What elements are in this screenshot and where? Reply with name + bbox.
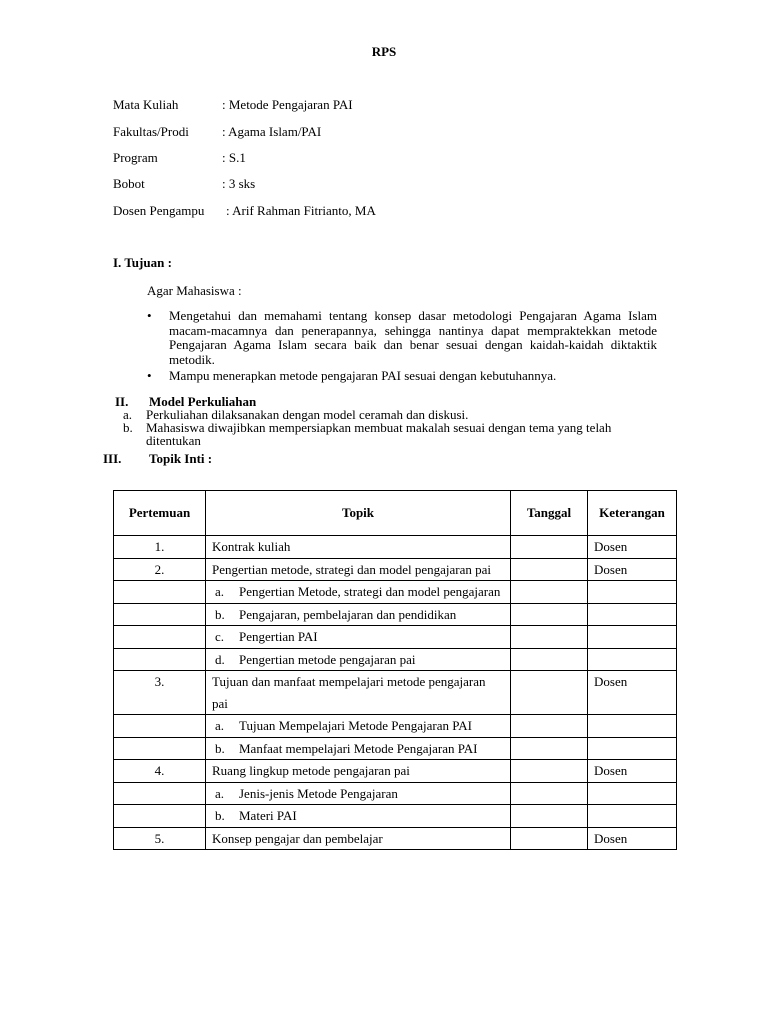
subtopic-marker: c. — [215, 629, 225, 644]
cell-tanggal — [511, 671, 588, 715]
section-number-topik: III. — [103, 451, 122, 466]
cell-pertemuan — [114, 715, 206, 738]
header-topik: Topik — [206, 491, 511, 536]
info-value: : Metode Pengajaran PAI — [222, 97, 353, 112]
subtopic-text: Pengertian PAI — [239, 629, 318, 644]
cell-topik — [206, 626, 511, 649]
list-text: Perkuliahan dilaksanakan dengan model ceramah dan diskusi. — [146, 407, 469, 422]
cell-keterangan: Dosen — [588, 671, 677, 715]
subtopic-text: Pengajaran, pembelajaran dan pendidikan — [239, 606, 457, 622]
cell-keterangan — [588, 581, 677, 604]
cell-topik — [206, 648, 511, 671]
bullet-text: Mampu menerapkan metode pengajaran PAI sesuai dengan kebutuhannya. — [169, 368, 557, 383]
table-row — [114, 805, 677, 828]
table-row — [114, 827, 677, 850]
tujuan-bullet-list — [147, 309, 657, 386]
cell-tanggal — [511, 581, 588, 604]
topic-text: Kontrak kuliah — [212, 539, 291, 554]
cell-pertemuan — [114, 603, 206, 626]
list-text: Mahasiswa diwajibkan mempersiapkan membuat makalah sesuai dengan tema yang telah ditentukan — [146, 420, 612, 448]
info-value: : 3 sks — [222, 176, 256, 191]
cell-topik — [206, 671, 511, 715]
cell-tanggal — [511, 536, 588, 559]
cell-keterangan — [588, 603, 677, 626]
info-row-dosen — [113, 202, 376, 220]
info-row-mata-kuliah — [113, 96, 353, 114]
list-item — [147, 369, 657, 384]
subtopic — [212, 783, 504, 805]
list-marker: a. — [123, 407, 133, 422]
info-value: : Arif Rahman Fitrianto, MA — [226, 203, 376, 218]
topic-text: Konsep pengajar dan pembelajar — [212, 830, 383, 846]
table-row — [114, 626, 677, 649]
table-row — [114, 648, 677, 671]
table-row — [114, 760, 677, 783]
cell-pertemuan — [114, 782, 206, 805]
cell-tanggal — [511, 558, 588, 581]
cell-topik — [206, 603, 511, 626]
subtopic-text: Tujuan Mempelajari Metode Pengajaran PAI — [239, 718, 472, 733]
section-heading-tujuan: I. Tujuan : — [113, 255, 172, 270]
subtopic-text: Manfaat mempelajari Metode Pengajaran PAI — [239, 740, 478, 756]
cell-topik — [206, 558, 511, 581]
cell-pertemuan — [114, 581, 206, 604]
cell-pertemuan: 5. — [114, 827, 206, 850]
cell-tanggal — [511, 737, 588, 760]
cell-pertemuan — [114, 648, 206, 671]
table-row — [114, 581, 677, 604]
subtopic — [212, 715, 504, 737]
list-marker: b. — [123, 420, 133, 435]
cell-topik — [206, 737, 511, 760]
cell-keterangan — [588, 715, 677, 738]
subtopic — [212, 626, 504, 648]
cell-keterangan: Dosen — [588, 760, 677, 783]
topic-text: Tujuan dan manfaat mempelajari metode pengajaran pai — [212, 674, 486, 711]
info-row-program — [113, 149, 246, 167]
cell-topik — [206, 760, 511, 783]
cell-tanggal — [511, 603, 588, 626]
header-tanggal: Tanggal — [511, 491, 588, 536]
cell-tanggal — [511, 715, 588, 738]
topic-text: Pengertian metode, strategi dan model pengajaran pai — [212, 561, 492, 577]
info-label: Fakultas/Prodi — [113, 124, 189, 139]
cell-topik — [206, 715, 511, 738]
subtopic-text: Pengertian metode pengajaran pai — [239, 651, 416, 667]
info-value: : S.1 — [222, 150, 246, 165]
subtopic — [212, 604, 504, 626]
cell-keterangan — [588, 626, 677, 649]
bullet-icon: • — [147, 368, 152, 383]
subtopic — [212, 649, 504, 671]
cell-keterangan — [588, 805, 677, 828]
cell-keterangan: Dosen — [588, 558, 677, 581]
cell-topik — [206, 581, 511, 604]
cell-keterangan — [588, 737, 677, 760]
info-label: Program — [113, 150, 158, 165]
cell-pertemuan: 2. — [114, 558, 206, 581]
subtopic-marker: a. — [215, 718, 225, 733]
cell-tanggal — [511, 782, 588, 805]
subtopic-marker: a. — [215, 584, 225, 599]
subtopic-marker: b. — [215, 808, 225, 823]
table-row — [114, 671, 677, 715]
cell-keterangan — [588, 648, 677, 671]
table-body — [114, 536, 677, 850]
subtopic-marker: d. — [215, 651, 225, 667]
topik-table — [113, 490, 677, 850]
subtopic-marker: b. — [215, 606, 225, 622]
topic-text: Ruang lingkup metode pengajaran pai — [212, 763, 410, 778]
section-heading-model: Model Perkuliahan — [149, 394, 257, 409]
cell-topik — [206, 782, 511, 805]
cell-pertemuan: 3. — [114, 671, 206, 715]
cell-tanggal — [511, 648, 588, 671]
header-pertemuan: Pertemuan — [114, 491, 206, 536]
section-heading-topik: Topik Inti : — [149, 451, 213, 466]
cell-topik — [206, 536, 511, 559]
cell-topik — [206, 827, 511, 850]
cell-pertemuan: 4. — [114, 760, 206, 783]
subtopic-marker: b. — [215, 740, 225, 756]
cell-tanggal — [511, 760, 588, 783]
cell-tanggal — [511, 626, 588, 649]
bullet-text: Mengetahui dan memahami tentang konsep dasar metodologi Pengajaran Agama Islam macam-macamnya dan penerapannya, sehingga nantinya dapat mempraktekkan metode Pengajaran Agama Islam secara baik dan benar sesuai dengan kaidah-kaidah diktaktik metodik. — [169, 308, 657, 367]
subtopic-text: Jenis-jenis Metode Pengajaran — [239, 785, 398, 801]
tujuan-intro: Agar Mahasiswa : — [147, 283, 242, 298]
cell-pertemuan — [114, 805, 206, 828]
subtopic — [212, 738, 504, 760]
subtopic — [212, 581, 504, 603]
cell-tanggal — [511, 805, 588, 828]
list-item — [147, 309, 657, 367]
cell-keterangan: Dosen — [588, 827, 677, 850]
cell-pertemuan — [114, 626, 206, 649]
table-row — [114, 782, 677, 805]
table-row — [114, 737, 677, 760]
cell-keterangan: Dosen — [588, 536, 677, 559]
model-list — [123, 408, 663, 447]
info-label: Dosen Pengampu — [113, 203, 205, 218]
info-row-fakultas — [113, 123, 321, 141]
subtopic — [212, 805, 504, 827]
cell-pertemuan: 1. — [114, 536, 206, 559]
bullet-icon: • — [147, 308, 152, 323]
list-item — [123, 421, 663, 447]
info-row-bobot — [113, 175, 255, 193]
table-row — [114, 558, 677, 581]
subtopic-text: Pengertian Metode, strategi dan model pengajaran — [239, 584, 501, 599]
subtopic-marker: a. — [215, 785, 225, 801]
info-label: Bobot — [113, 176, 145, 191]
cell-keterangan — [588, 782, 677, 805]
cell-tanggal — [511, 827, 588, 850]
info-value: : Agama Islam/PAI — [222, 124, 322, 139]
table-row — [114, 603, 677, 626]
subtopic-text: Materi PAI — [239, 808, 297, 823]
cell-topik — [206, 805, 511, 828]
document-title: RPS — [371, 44, 397, 59]
table-row — [114, 536, 677, 559]
info-label: Mata Kuliah — [113, 97, 179, 112]
cell-pertemuan — [114, 737, 206, 760]
header-keterangan: Keterangan — [588, 491, 677, 536]
section-number-model: II. — [115, 394, 129, 409]
table-row — [114, 715, 677, 738]
